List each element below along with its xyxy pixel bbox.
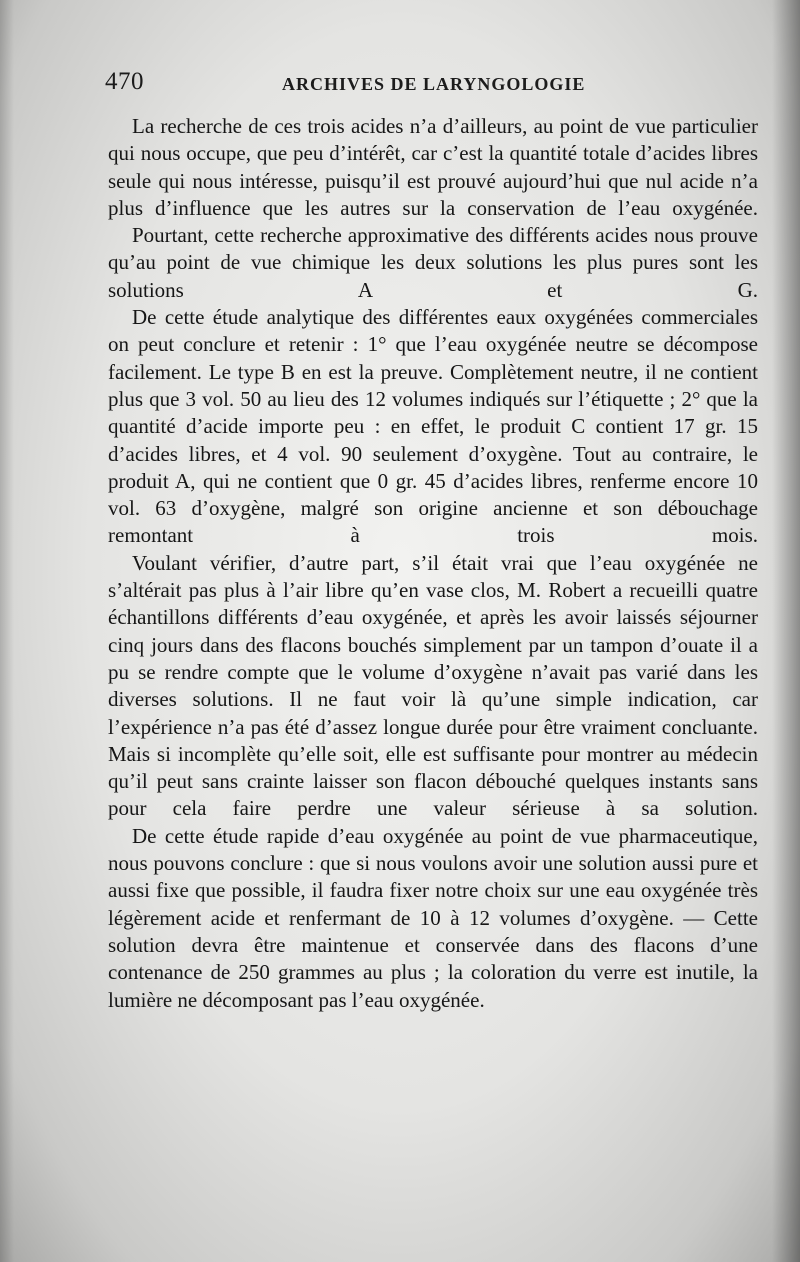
page-number: 470 <box>105 68 144 95</box>
paragraph: Pourtant, cette recherche approximative des différents acides nous prouve qu’au point de vue chimique les deux solutions les plus pures sont les solutions A et G. <box>108 223 758 302</box>
paragraph: De cette étude analytique des différentes eaux oxygénées commerciales on peut conclure et retenir : 1° que l’eau oxygénée neutre se décompose facilement. Le type B en est la preuve. Complètement neutre, il ne contient plus que 3 vol. 50 au lieu des 12 volumes indiqués sur l’étiquette ; 2° que la quantité d’acide importe peu : en effet, le produit C contient 17 gr. 15 d’acides libres, et 4 vol. 90 seulement d’oxygène. Tout au contraire, le produit A, qui ne contient que 0 gr. 45 d’acides libres, renferme encore 10 vol. 63 d’oxygène, malgré son origine ancienne et son débouchage remontant à trois mois. <box>108 305 758 548</box>
page-edge-shadow-right <box>772 0 800 1262</box>
body-text <box>108 113 758 1014</box>
page-header <box>105 68 765 104</box>
paragraph: Voulant vérifier, d’autre part, s’il était vrai que l’eau oxygénée ne s’altérait pas plus à l’air libre qu’en vase clos, M. Robert a recueilli quatre échantillons différents d’eau oxygénée, et après les avoir laissés séjourner cinq jours dans des flacons bouchés simplement par un tampon d’ouate il a pu se rendre compte que le volume d’oxygène n’avait pas varié dans les diverses solutions. Il ne faut voir là qu’une simple indication, car l’expérience n’a pas été d’assez longue durée pour être vraiment concluante. Mais si incomplète qu’elle soit, elle est suffisante pour montrer au médecin qu’il peut sans crainte laisser son flacon débouché quelques instants sans pour cela faire perdre une valeur sérieuse à sa solution. <box>108 550 758 821</box>
page-edge-shadow-left <box>0 0 14 1262</box>
running-head: ARCHIVES DE LARYNGOLOGIE <box>282 74 586 94</box>
paragraph: La recherche de ces trois acides n’a d’ailleurs, au point de vue particulier qui nous occupe, que peu d’intérêt, car c’est la quantité totale d’acides libres seule qui nous intéresse, puisqu’il est prouvé aujourd’hui que nul acide n’a plus d’influence que les autres sur la conservation de l’eau oxygénée. <box>108 114 758 220</box>
paragraph: De cette étude rapide d’eau oxygénée au point de vue pharmaceutique, nous pouvons conclure : que si nous voulons avoir une solution aussi pure et aussi fixe que possible, il faudra fixer notre choix sur une eau oxygénée très légèrement acide et renfermant de 10 à 12 volumes d’oxygène. — Cette solution devra être maintenue et conservée dans des flacons d’une contenance de 250 grammes au plus ; la coloration du verre est inutile, la lumière ne décomposant pas l’eau oxygénée. <box>108 823 758 1012</box>
